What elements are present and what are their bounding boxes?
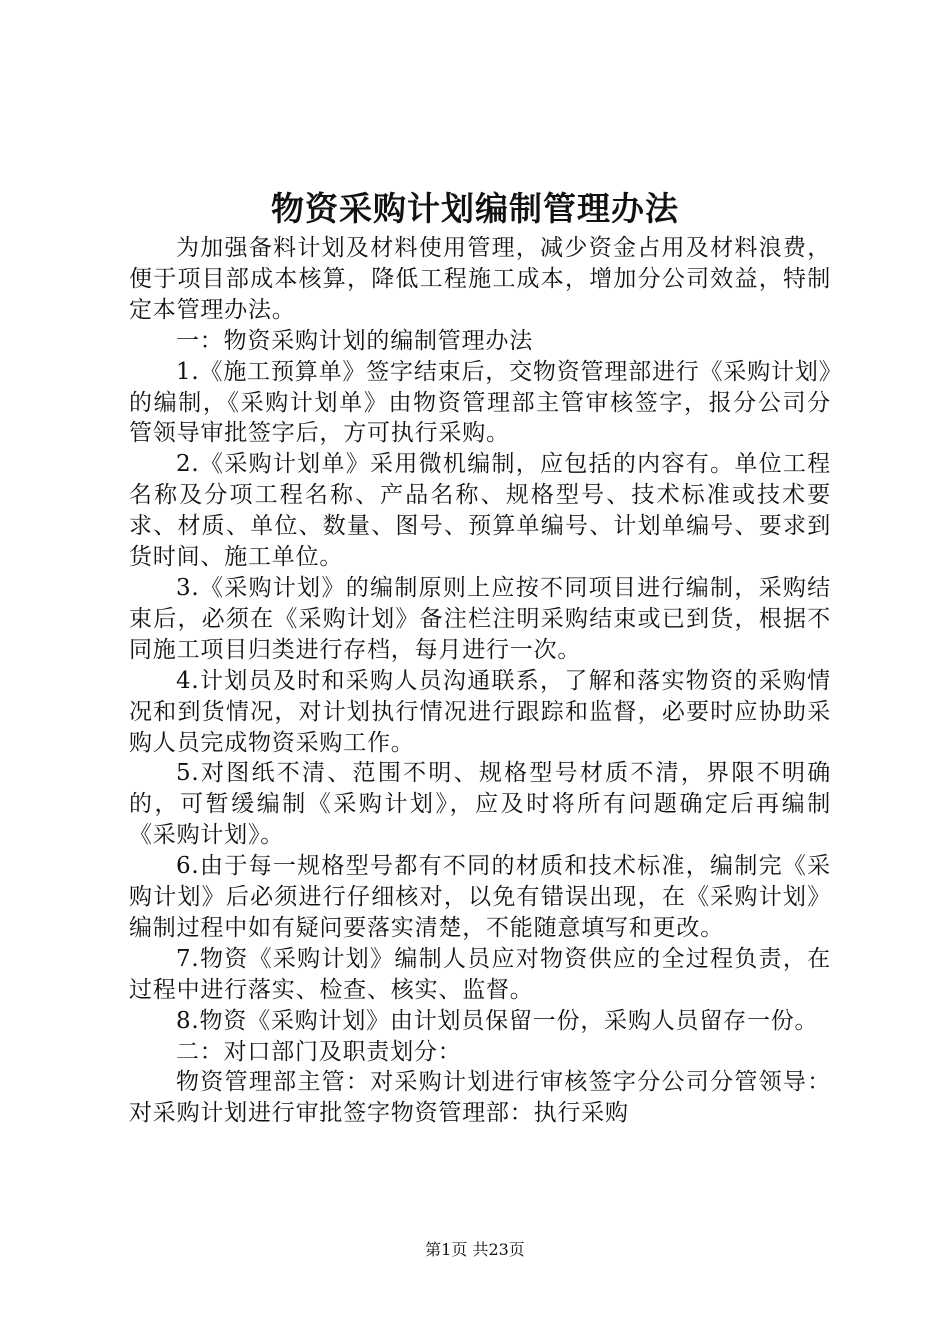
clause-2: 2.《采购计划单》采用微机编制，应包括的内容有。单位工程名称及分项工程名称、产品名称、规格型号、技术标准或技术要求、材质、单位、数量、图号、预算单编号、计划单编号、要求到货时间、施工单位。 xyxy=(129,451,831,571)
clause-1: 1.《施工预算单》签字结束后，交物资管理部进行《采购计划》的编制，《采购计划单》由物资管理部主管审核签字，报分公司分管领导审批签字后，方可执行采购。 xyxy=(129,358,831,447)
section-heading-2: 二：对口部门及职责划分： xyxy=(176,1038,462,1065)
page-footer: 第1页 共23页 xyxy=(425,1240,525,1259)
clause-6: 6.由于每一规格型号都有不同的材质和技术标准，编制完《采购计划》后必须进行仔细核对，以免有错误出现，在《采购计划》编制过程中如有疑问要落实清楚，不能随意填写和更改。 xyxy=(129,853,831,941)
clause-8: 8.物资《采购计划》由计划员保留一份，采购人员留存一份。 xyxy=(176,1007,819,1034)
section-heading-1: 一：物资采购计划的编制管理办法 xyxy=(176,327,533,354)
clause-4: 4.计划员及时和采购人员沟通联系，了解和落实物资的采购情况和到货情况，对计划执行情况进行跟踪和监督，必要时应协助采购人员完成物资采购工作。 xyxy=(129,667,831,756)
document-title: 物资采购计划编制管理办法 xyxy=(271,189,679,228)
responsibility-paragraph: 物资管理部主管：对采购计划进行审核签字分公司分管领导：对采购计划进行审批签字物资管理部：执行采购 xyxy=(129,1069,831,1127)
intro-paragraph: 为加强备料计划及材料使用管理，减少资金占用及材料浪费，便于项目部成本核算，降低工程施工成本，增加分公司效益，特制定本管理办法。 xyxy=(129,235,831,323)
document-body xyxy=(129,233,831,1129)
clause-5: 5.对图纸不清、范围不明、规格型号材质不清，界限不明确的，可暂缓编制《采购计划》，应及时将所有问题确定后再编制《采购计划》。 xyxy=(129,760,831,849)
clause-7: 7.物资《采购计划》编制人员应对物资供应的全过程负责，在过程中进行落实、检查、核实、监督。 xyxy=(129,945,831,1003)
clause-3: 3.《采购计划》的编制原则上应按不同项目进行编制，采购结束后，必须在《采购计划》备注栏注明采购结束或已到货，根据不同施工项目归类进行存档，每月进行一次。 xyxy=(129,574,831,663)
